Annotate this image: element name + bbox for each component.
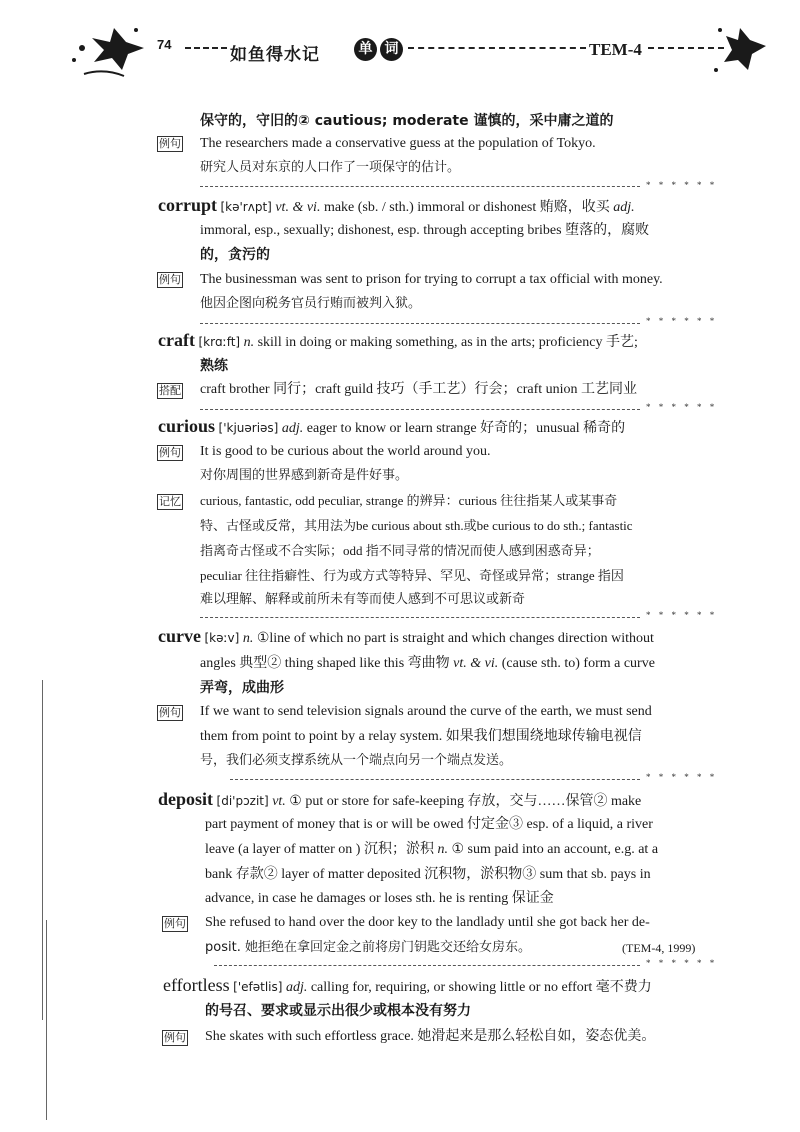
curve-example-en-2: them from point to point by a relay system. 如果我们想围绕地球传输电视信 [200,729,642,744]
book-title: 如鱼得水记 [230,45,320,65]
curious-headword: curious [158,416,216,436]
craft-collocation: craft brother 同行；craft guild 技巧（手工艺）行会；craft union 工艺同业 [200,382,638,397]
stars: * * * * * * [646,772,718,782]
margin-rule [46,920,47,1120]
margin-rule [42,680,43,1020]
conservative-example-en: The researchers made a conservative guess at the population of Tokyo. [200,136,596,151]
page-header [0,0,800,100]
curious-memory-1: curious, fantastic, odd peculiar, strange 的辨异：curious 往往指某人或某事奇 [200,493,618,508]
craft-pos: n. [243,335,255,350]
exam-tag: TEM-4 [589,40,642,59]
separator [200,186,640,187]
craft-entry-line-1 [158,331,638,352]
corrupt-example-en: The businessman was sent to prison for trying to corrupt a tax official with money. [200,272,663,287]
deposit-def-2: part payment of money that is or will be owed 付定金③ esp. of a liquid, a river [205,817,653,832]
corrupt-headword: corrupt [158,195,217,215]
effortless-entry-line-1 [163,976,652,997]
stars: * * * * * * [646,958,718,968]
separator [200,617,640,618]
curve-def-3: 弄弯，成曲形 [200,680,284,696]
deposit-phonetic: [di'pɔzit] [216,794,269,808]
curve-def-1: ①line of which no part is straight and which changes direction without [256,631,654,646]
craft-def-2: 熟练 [200,358,228,374]
separator [200,323,640,324]
stars: * * * * * * [646,610,718,620]
ink-splatter-left-icon [64,18,154,84]
corrupt-def-3: 的，贪污的 [200,247,270,263]
badge-char-2: 词 [380,38,403,61]
corrupt-entry-line-1 [158,196,635,217]
collocation-tag: 搭配 [159,384,181,397]
corrupt-example-cn: 他因企图向税务官员行贿而被判入狱。 [200,296,422,311]
separator [230,779,640,780]
curve-headword: curve [158,626,201,646]
separator [200,409,640,410]
deposit-def-3b: ① sum paid into an account, e.g. at a [451,842,659,857]
example-tag: 例句 [159,137,181,150]
curious-example-en: It is good to be curious about the world around you. [200,444,491,459]
deposit-source: (TEM-4, 1999) [622,941,696,955]
badge-char-1: 单 [354,38,377,61]
corrupt-pos: vt. & vi. [275,200,321,215]
conservative-example-cn: 研究人员对东京的人口作了一项保守的估计。 [200,160,461,175]
curve-def-2 [200,655,655,673]
memory-tag: 记忆 [159,495,181,508]
separator [214,965,640,966]
deposit-def-3a: leave (a layer of matter on ) 沉积；淤积 [205,842,434,857]
stars: * * * * * * [646,180,718,190]
conservative-def-cont: 保守的，守旧的② cautious; moderate 谨慎的，采中庸之道的 [200,113,614,129]
curious-entry-line-1 [158,417,625,438]
deposit-def-3 [205,841,658,859]
curve-pos: n. [242,631,254,646]
deposit-example-en: She refused to hand over the door key to the landlady until she got back her de- [205,915,650,930]
craft-def-1: skill in doing or making something, as in the arts; proficiency 手艺; [257,335,638,350]
effortless-headword: effortless [163,975,230,995]
effortless-phonetic: ['efətlis] [233,980,283,994]
stars: * * * * * * [646,316,718,326]
example-tag: 例句 [159,706,181,719]
deposit-example-cn: posit. 她拒绝在拿回定金之前将房门钥匙交还给女房东。 [205,940,531,955]
example-tag: 例句 [164,917,186,930]
example-tag: 例句 [164,1031,186,1044]
deposit-entry-line-1 [158,790,641,811]
curve-phonetic: [kəːv] [204,631,240,645]
example-tag: 例句 [159,446,181,459]
curious-example-cn: 对你周围的世界感到新奇是件好事。 [200,468,409,483]
curious-def-1: eager to know or learn strange 好奇的；unusual 稀奇的 [306,421,626,436]
corrupt-def-2: immoral, esp., sexually; dishonest, esp. through accepting bribes 堕落的，腐败 [200,223,650,238]
corrupt-def-1: make (sb. / sth.) immoral or dishonest 贿赂，收买 [323,200,610,215]
curious-pos: adj. [281,421,304,436]
corrupt-pos-2: adj. [613,200,635,215]
effortless-example: She skates with such effortless grace. 她滑起来是那么轻松自如，姿态优美。 [205,1029,656,1044]
curve-example-cn: 号，我们必须支撑系统从一个端点向另一个端点发送。 [200,753,513,768]
corrupt-phonetic: [kə'rʌpt] [220,200,272,214]
deposit-pos-2: n. [437,842,448,857]
curve-example-en-1: If we want to send television signals around the curve of the earth, we must send [200,704,652,719]
deposit-def-4: bank 存款② layer of matter deposited 沉积物，淤积物③ sum that sb. pays in [205,867,651,882]
curious-memory-4: peculiar 往往指癖性、行为或方式等特异、罕见、奇怪或异常；strange 指因 [200,568,624,583]
curve-def-2b: (cause sth. to) form a curve [501,656,655,671]
ink-splatter-right-icon [700,20,770,80]
craft-headword: craft [158,330,195,350]
effortless-def-2: 的号召、要求或显示出很少或根本没有努力 [205,1003,471,1019]
curious-memory-3: 指离奇古怪或不合实际；odd 指不同寻常的情况而使人感到困惑奇异； [200,543,600,558]
effortless-pos: adj. [285,980,308,995]
craft-phonetic: [krɑːft] [198,335,241,349]
deposit-headword: deposit [158,789,214,809]
curve-entry-line-1 [158,627,654,648]
curious-phonetic: ['kjuəriəs] [218,421,279,435]
example-tag: 例句 [159,273,181,286]
deposit-def-5: advance, in case he damages or loses sth. he is renting 保证金 [205,891,554,906]
effortless-def-1: calling for, requiring, or showing little or no effort 毫不费力 [310,980,652,995]
curve-def-2a: angles 典型② thing shaped like this 弯曲物 [200,656,450,671]
deposit-pos: vt. [272,794,286,809]
stars: * * * * * * [646,402,718,412]
page-number: 74 [157,37,172,52]
curious-memory-2: 特、古怪或反常，其用法为be curious about sth.或be curious to do sth.; fantastic [200,518,633,533]
curious-memory-5: 难以理解、解释或前所未有等而使人感到不可思议或新奇 [200,592,526,607]
deposit-def-1: ① put or store for safe-keeping 存放，交与……保管② make [289,794,642,809]
curve-pos-2: vt. & vi. [453,656,499,671]
